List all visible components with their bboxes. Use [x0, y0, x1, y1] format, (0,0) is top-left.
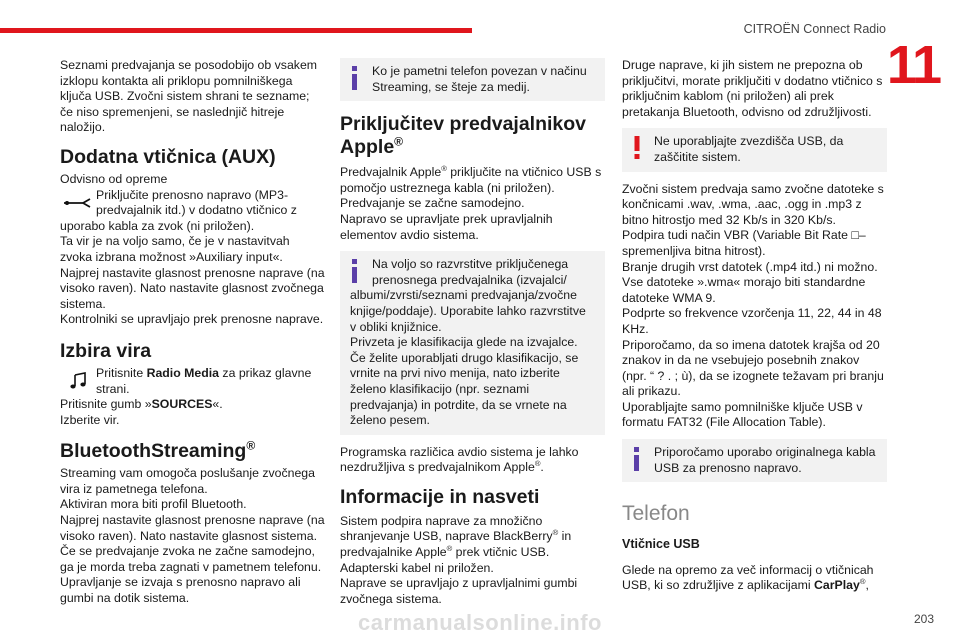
formats-p8: Uporabljajte samo pomnilniške ključe USB v formatu FAT32 (File Allocation Table). [622, 399, 863, 430]
aux-p3: Najprej nastavite glasnost prenosne naprave (na visoko raven). Nato nastavite glasnost zvočnega sistema. [60, 265, 325, 311]
column-3 [622, 58, 887, 594]
bt-p2: Aktiviran mora biti profil Bluetooth. [60, 497, 247, 512]
apple-heading-sup: ® [394, 134, 404, 149]
info-p1-b: in predvajalnike Apple [340, 529, 572, 560]
aux-p4: Kontrolniki se upravljajo prek prenosne naprave. [60, 312, 324, 327]
apple-p1-sup: ® [441, 164, 447, 174]
radio-media-label: Radio Media [146, 365, 220, 380]
aux-cable-icon [60, 188, 96, 218]
formats-p3: Podpira tudi način VBR (Variable Bit Rate □– spremenljiva bitna hitrost). [622, 228, 866, 258]
bt-p5: Upravljanje se izvaja s prenosno napravo ali gumbi na dotik sistema. [60, 575, 301, 606]
aux-p2: Ta vir je na voljo samo, če je v nastavitvah zvoka izbrana možnost »Auxiliary input«. [60, 234, 290, 264]
apple-p4-sup: ® [534, 459, 541, 469]
aux-heading: Dodatna vtičnica (AUX) [60, 145, 276, 168]
apple-heading-text: Priključitev predvajalnikov Apple [340, 113, 587, 159]
header-brand: CITROËN Connect Radio [743, 22, 886, 36]
chapter-number: 11 [886, 35, 940, 95]
note-original-cable [622, 439, 887, 482]
apple-heading [340, 113, 605, 159]
bt-heading [60, 440, 325, 463]
bt-p3: Najprej nastavite glasnost prenosne naprave (na visoko raven). Nato nastavite glasnost sistema. [60, 513, 325, 543]
warning-usb-hub [622, 128, 887, 171]
info-icon [350, 259, 372, 288]
info-p1-sup1: ® [552, 528, 559, 538]
info-icon [350, 66, 372, 95]
aux-instruction [60, 188, 325, 219]
note-classification-c: Privzeta je klasifikacija glede na izvajalce. Če želite uporabljati drugo klasifikacijo, se vrnite na prvi nivo menija, nato izberite želeno klasifikacijo (npr. seznami predvajanja) in potrdite, da se vrnete na želeno pesem. [350, 335, 579, 428]
column-1 [60, 58, 325, 607]
info-p1-c: prek vtičnic USB. Adapterski kabel ni priložen. [340, 545, 550, 575]
playlist-intro: Seznami predvajanja se posodobijo ob vsakem izklopu kontakta ali priklopu pomnilniškega ključa USB. Zvočni sistem shrani te sezname; če niso spremenjeni, se naslednjič hitreje naložijo. [60, 58, 318, 135]
bt-p1: Streaming vam omogoča poslušanje zvočnega vira iz pametnega telefona. [60, 466, 315, 496]
source-text-post: za prikaz glavne strani. [96, 365, 312, 396]
apple-p2: Predvajanje se začne samodejno. [340, 196, 525, 211]
source-p1 [60, 397, 325, 413]
apple-p4-a: Programska različica avdio sistema je lahko nezdružljiva s predvajalnikom Apple [340, 444, 579, 475]
watermark: carmanualsonline.info [358, 610, 602, 635]
apple-p1-a: Predvajalnik Apple [340, 165, 442, 180]
aux-p1: uporabo kabla za zvok (ni priložen). [60, 218, 255, 233]
info-heading: Informacije in nasveti [340, 485, 540, 508]
carplay-sup: ® [859, 577, 866, 587]
bt-heading-text: BluetoothStreaming [60, 440, 247, 463]
note-streaming [340, 58, 605, 101]
info-icon [632, 447, 654, 476]
aux-lead: Odvisno od opreme [60, 171, 168, 186]
bt-p4: Če se predvajanje zvoka ne začne samodejno, ga je morda treba zagnati v pametnem telefonu. [60, 544, 322, 574]
column-2 [340, 58, 605, 607]
usb-p1-b: , [865, 578, 869, 593]
carplay-label: CarPlay [814, 578, 860, 593]
formats-p7: Priporočamo, da so imena datotek krajša od 20 znakov in da ne vsebujejo posebnih znakov (npr. “ ? . ; ù), da se izognete težavam pri branju ali prikazu. [622, 337, 884, 399]
warning-usb-hub-text: Ne uporabljajte zvezdišča USB, da zaščitite sistem. [654, 134, 844, 164]
info-p1-a: Sistem podpira naprave za množično shranjevanje USB, naprave BlackBerry [340, 513, 553, 544]
usb-p1-a: Glede na opremo za več informacij o vtičnicah USB, ki so združljive z aplikacijami [622, 562, 874, 593]
usb-ports-heading: Vtičnice USB [622, 537, 700, 552]
apple-p1-b: priključite na vtičnico USB s pomočjo ustreznega kabla (ni priložen). [340, 165, 602, 195]
info-p1-sup2: ® [446, 543, 453, 553]
note-classification-a: Na voljo so razvrstitve priključenega prenosnega predvajalnika (izvajalci/ [372, 257, 569, 287]
apple-p4 [340, 445, 605, 476]
apple-p1 [340, 165, 605, 196]
sources-label: SOURCES [151, 397, 213, 412]
telephone-heading: Telefon [622, 502, 690, 526]
warning-icon [632, 136, 654, 165]
source-text-pre: Pritisnite [96, 365, 147, 380]
header-red-bar [0, 28, 472, 33]
music-note-icon [60, 366, 96, 396]
source-p1-pre: Pritisnite gumb » [60, 397, 152, 412]
page-number: 203 [913, 612, 934, 626]
usb-ports-p1 [622, 563, 887, 594]
formats-p2: Zvočni sistem predvaja samo zvočne datoteke s končnicami .wav, .wma, .aac, .ogg in .mp3 z bitno hitrostjo med 32 Kb/s in 320 Kb/s. [622, 181, 884, 227]
source-p2: Izberite vir. [60, 412, 120, 427]
note-streaming-text: Ko je pametni telefon povezan v načinu Streaming, se šteje za medij. [372, 64, 587, 94]
other-devices-p1: Druge naprave, ki jih sistem ne prepozna ob priključitvi, morate priključiti v dodatno vtičnico s priključnim kablom (ni priložen) ali prek pretakanja Bluetooth, odvisno od združljivosti. [622, 58, 883, 119]
bt-heading-sup: ® [246, 438, 256, 453]
formats-p4: Branje drugih vrst datotek (.mp4 itd.) ni možno. [622, 259, 878, 274]
source-heading: Izbira vira [60, 339, 152, 362]
source-instruction [60, 366, 325, 397]
note-classification-b: albumi/zvrsti/seznami predvajanja/zvočne knjige/poddaje). Uporabite lahko razvrstitve v obliki knjižnice. [350, 288, 586, 334]
info-p2: Naprave se upravljajo z upravljalnimi gumbi zvočnega sistema. [340, 576, 578, 606]
formats-p6: Podprte so frekvence vzorčenja 11, 22, 44 in 48 KHz. [622, 306, 882, 336]
info-p1 [340, 514, 605, 576]
source-p1-post: «. [212, 397, 223, 412]
aux-instruction-text: Priključite prenosno napravo (MP3-predvajalnik itd.) v dodatno vtičnico z [96, 187, 297, 218]
apple-p4-b: . [540, 460, 544, 475]
note-original-cable-text: Priporočamo uporabo originalnega kabla USB za prenosno napravo. [654, 445, 876, 475]
source-instruction-text [96, 366, 325, 397]
note-classification [340, 251, 605, 435]
formats-p5: Vse datoteke ».wma« morajo biti standardne datoteke WMA 9. [622, 275, 866, 305]
apple-p3: Napravo se upravljate prek upravljalnih elementov avdio sistema. [340, 211, 553, 242]
